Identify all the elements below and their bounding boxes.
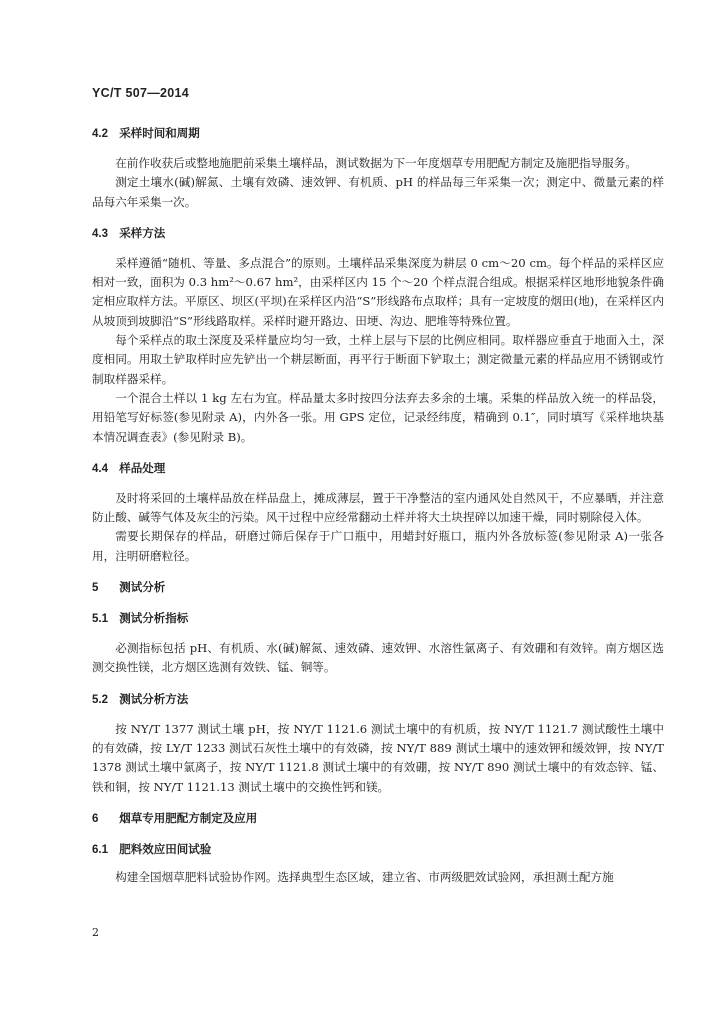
paragraph: 一个混合土样以 1 kg 左右为宜。样品量太多时按四分法弃去多余的土壤。采集的样品放入统一的样品袋，用铅笔写好标签(参见附录 A)，内外各一张。用 GPS 定位，记录经纬度，精确到 0.1″，同时填写《采样地块基本情况调查表》(参见附录 B)。 (92, 390, 664, 444)
paragraph: 构建全国烟草肥料试验协作网。选择典型生态区域，建立省、市两级肥效试验网，承担测土配方施 (115, 869, 614, 884)
section-heading-4-4 (92, 460, 664, 478)
section-title: 肥料效应田间试验 (119, 843, 212, 856)
section-title: 测试分析方法 (119, 693, 189, 706)
page-number: 2 (92, 926, 99, 939)
section-heading-4-3 (92, 225, 664, 243)
section-heading-6-1 (92, 841, 664, 859)
section-title: 测试分析指标 (119, 613, 189, 626)
section-heading-4-2 (92, 125, 664, 143)
paragraph: 每个采样点的取土深度及采样量应均匀一致，土样上层与下层的比例应相同。取样器应垂直于地面入土，深度相同。用取土铲取样时应先铲出一个耕层断面，再平行于断面下铲取土；测定微量元素的样品应用不锈钢或竹制取样器采样。 (92, 333, 664, 386)
section-number: 5.1 (92, 613, 108, 626)
paragraph: 采样遵循“随机、等量、多点混合”的原则。土壤样品采集深度为耕层 0 cm～20 cm。每个样品的采样区应相对一致，面积为 0.3 hm²～0.67 hm²，由采样区内 15 个～20 个样点混合组成。根据采样区地形地貌条件确定相应取样方法。平原区、坝区(平坝)在采样区内沿“S”形线路布点取样；具有一定坡度的烟田(地)，在采样区内从坡顶到坡脚沿“S”形线路取样。采样时避开路边、田埂、沟边、肥堆等特殊位置。 (92, 255, 664, 328)
document-body (92, 125, 664, 887)
section-heading-5-1 (92, 610, 664, 628)
section-number: 5 (92, 582, 99, 595)
section-number: 4.4 (92, 462, 108, 475)
section-number: 4.2 (92, 128, 108, 140)
section-heading-6 (92, 810, 664, 828)
paragraph: 按 NY/T 1377 测试土壤 pH，按 NY/T 1121.6 测试土壤中的有机质，按 NY/T 1121.7 测试酸性土壤中的有效磷，按 LY/T 1233 测试石灰性土壤中的有效磷，按 NY/T 889 测试土壤中的速效钾和缓效钾，按 NY/T 1378 测试土壤中氯离子，按 NY/T 1121.8 测试土壤中的有效硼，按 NY/T 890 测试土壤中的有效态锌、锰、铁和铜，按 NY/T 1121.13 测试土壤中的交换性钙和镁。 (92, 721, 664, 794)
section-title: 采样方法 (119, 227, 166, 240)
section-number: 5.2 (92, 693, 108, 706)
paragraph: 测定土壤水(碱)解氮、土壤有效磷、速效钾、有机质、pH 的样品每三年采集一次；测定中、微量元素的样品每六年采集一次。 (92, 175, 664, 209)
section-title: 采样时间和周期 (119, 128, 200, 140)
standard-code: YC/T 507—2014 (92, 86, 190, 100)
section-title: 样品处理 (119, 462, 166, 475)
section-title: 测试分析 (119, 582, 166, 595)
section-heading-5-2 (92, 691, 664, 709)
paragraph: 必测指标包括 pH、有机质、水(碱)解氮、速效磷、速效钾、水溶性氯离子、有效硼和有效锌。南方烟区选测交换性镁，北方烟区选测有效铁、锰、铜等。 (92, 641, 664, 675)
paragraph: 需要长期保存的样品，研磨过筛后保存于广口瓶中，用蜡封好瓶口，瓶内外各放标签(参见附录 A)一张各用，注明研磨粒径。 (92, 529, 664, 563)
section-title: 烟草专用肥配方制定及应用 (119, 812, 258, 825)
section-number: 4.3 (92, 227, 108, 240)
section-number: 6.1 (92, 843, 108, 856)
paragraph: 及时将采回的土壤样品放在样品盘上，摊成薄层，置于干净整洁的室内通风处自然风干，不应暴晒，并注意防止酸、碱等气体及灰尘的污染。风干过程中应经常翻动土样并将大土块捏碎以加速干燥，同时剔除侵入体。 (92, 490, 664, 525)
section-heading-5 (92, 579, 664, 597)
section-number: 6 (92, 812, 99, 825)
paragraph: 在前作收获后或整地施肥前采集土壤样品，测试数据为下一年度烟草专用肥配方制定及施肥指导服务。 (115, 156, 637, 170)
